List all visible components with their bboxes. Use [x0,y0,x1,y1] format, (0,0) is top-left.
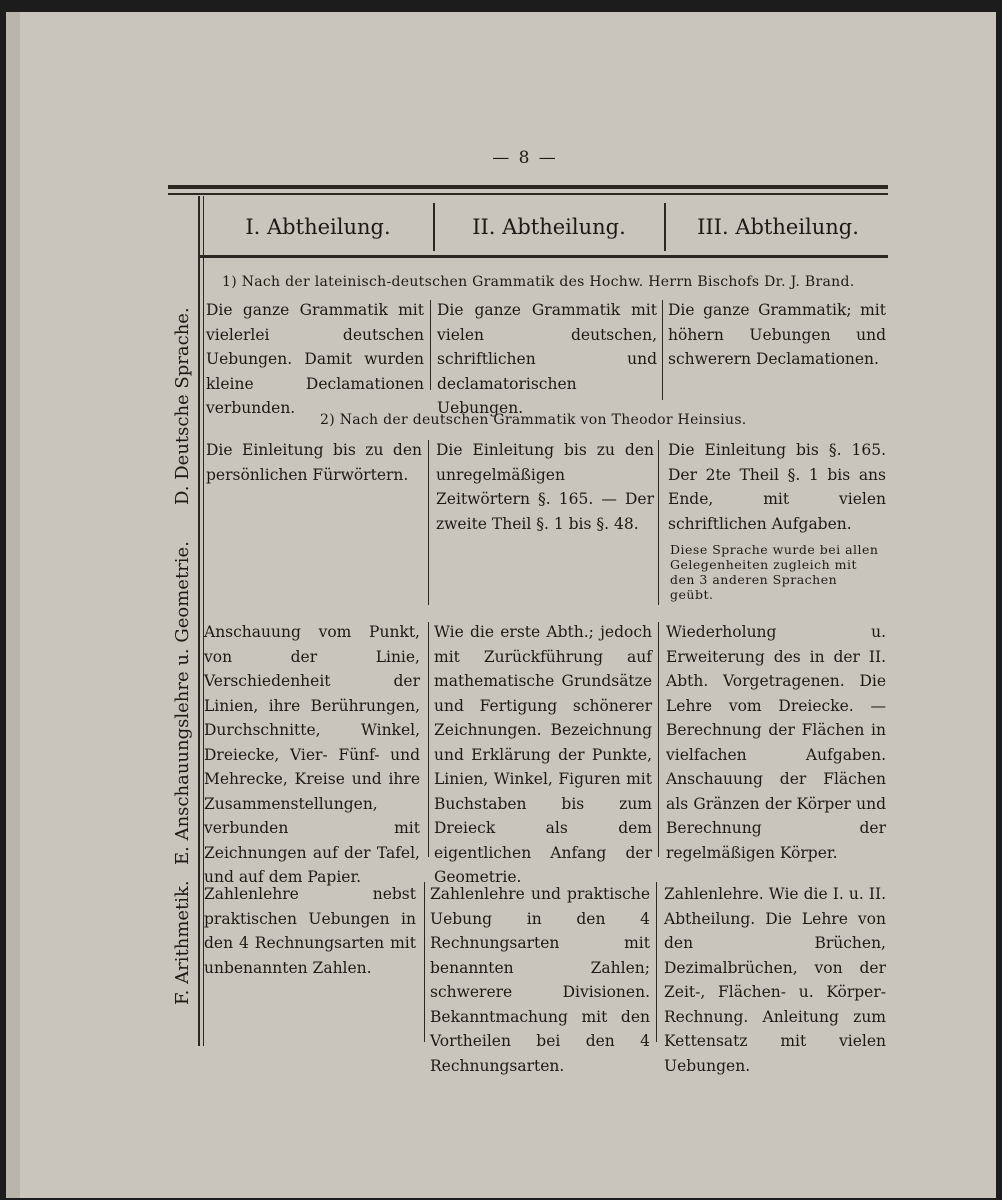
deutsch-note: Diese Sprache wurde bei allen Gelegenheiten zugleich mit den 3 anderen Sprachen geübt. [670,542,879,602]
header-divider-1 [433,203,435,251]
body-divider-2b [658,440,659,605]
side-label-geometrie: E. Anschauungslehre u. Geometrie. [172,541,193,865]
grammar-heading-2: 2) Nach der deutschen Grammatik von Theodor Heinsius. [320,412,747,428]
deutsch-row2-col1: Die Einleitung bis zu den persönlichen Fürwörtern. [206,441,422,484]
left-frame-line [198,196,200,1046]
deutsch-row2-col2: Die Einleitung bis zu den unregelmäßigen Zeitwörtern §. 165. — Der zweite Theil §. 1 bis §. 48. [436,441,654,533]
body-divider-1c [428,622,429,857]
header-divider-2 [664,203,666,251]
page-edge [6,12,20,1198]
header-bottom-rule [200,255,888,258]
body-divider-2c [658,622,659,857]
arithmetik-col1: Zahlenlehre nebst praktischen Uebungen in den 4 Rechnungsarten mit unbenannten Zahlen. [204,885,416,977]
body-divider-1a [430,300,431,390]
body-divider-1d [424,882,425,1042]
column-header-3: III. Abtheilung. [697,215,859,239]
page-number: — 8 — [492,148,558,168]
arithmetik-col2: Zahlenlehre und praktische Uebung in den 4 Rechnungsarten mit benannten Zahlen; schwerere Divisionen. Bekanntmachung mit den Vortheilen bei den 4 Rechnungsarten. [430,885,650,1075]
side-label-arithmetik: F. Arithmetik. [172,880,193,1005]
side-label-deutsche-sprache: D. Deutsche Sprache. [172,307,193,505]
geometrie-col1: Anschauung vom Punkt, von der Linie, Verschiedenheit der Linien, ihre Berührungen, Durchschnitte, Winkel, Dreiecke, Vier- Fünf- und Mehrecke, Kreise und ihre Zusammenstellungen, verbunden mit Zeichnungen auf der Tafel, und auf dem Papier. [204,623,420,886]
geometrie-col2: Wie die erste Abth.; jedoch mit Zurückführung auf mathematische Grundsätze und Fertigung schönerer Zeichnungen. Bezeichnung und Erklärung der Punkte, Linien, Winkel, Figuren mit Buchstaben bis zum Dreieck als dem eigentlichen Anfang der Geometrie. [434,623,652,886]
body-divider-2a [662,300,663,400]
body-divider-2d [656,882,657,1042]
body-divider-1b [428,440,429,605]
deutsch-row2-col3: Die Einleitung bis §. 165. Der 2te Theil §. 1 bis ans Ende, mit vielen schriftlichen Aufgaben. [668,441,886,533]
column-header-1: I. Abtheilung. [245,215,391,239]
column-header-2: II. Abtheilung. [472,215,626,239]
geometrie-col3: Wiederholung u. Erweiterung des in der II. Abth. Vorgetragenen. Die Lehre vom Dreiecke. — Berechnung der Flächen in vielfachen Aufgaben. Anschauung der Flächen als Gränzen der Körper und Berechnung der regelmäßigen Körper. [666,623,886,862]
top-rule-thin [168,193,888,195]
deutsch-row1-col3: Die ganze Grammatik; mit höhern Uebungen und schwerern Declamationen. [668,301,886,368]
deutsch-row1-col2: Die ganze Grammatik mit vielen deutschen, schriftlichen und declamatorischen Uebungen. [437,301,657,417]
top-rule [168,185,888,189]
deutsch-row1-col1: Die ganze Grammatik mit vielerlei deutschen Uebungen. Damit wurden kleine Declamationen verbunden. [206,301,424,417]
grammar-heading-1: 1) Nach der lateinisch-deutschen Grammatik des Hochw. Herrn Bischofs Dr. J. Brand. [222,274,855,290]
arithmetik-col3: Zahlenlehre. Wie die I. u. II. Abtheilung. Die Lehre von den Brüchen, Dezimalbrüchen, von der Zeit-, Flächen- u. Körper-Rechnung. Anleitung zum Kettensatz mit vielen Uebungen. [664,885,886,1075]
